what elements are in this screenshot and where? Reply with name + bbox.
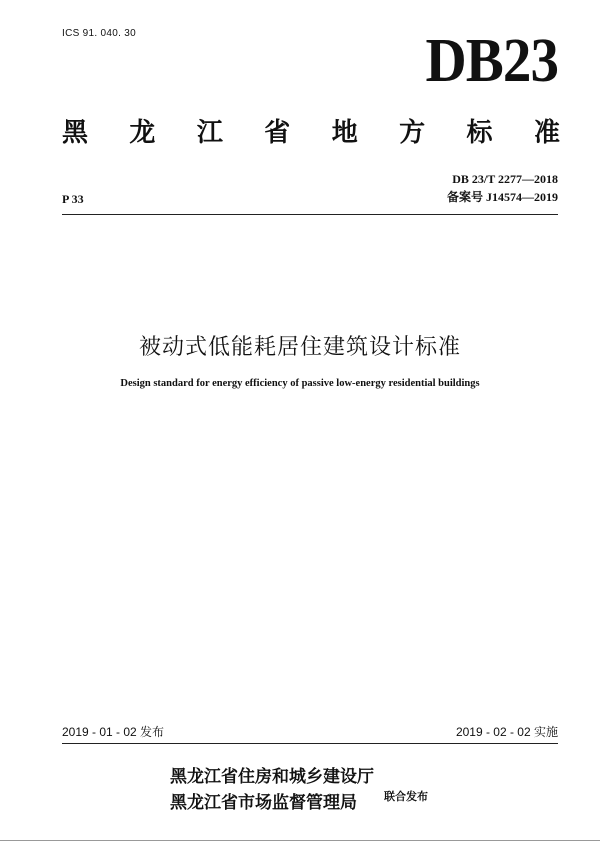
classification-code: P 33 [62,192,84,206]
db-logo: DB23 [425,27,558,95]
standard-code-block [447,170,558,206]
bottom-divider [62,743,558,744]
joint-issue-label: 联合发布 [384,790,428,803]
implementation-date: 2019 - 02 - 02 实施 [455,725,558,739]
region-char: 标 [466,118,495,148]
top-divider [62,214,558,215]
region-standard-heading [62,112,562,149]
publisher-1: 黑龙江省住房和城乡建设厅 [170,767,374,787]
standard-code: DB 23/T 2277—2018 [452,172,558,186]
record-number: 备案号 J14574—2019 [446,190,558,204]
document-title-chinese: 被动式低能耗居住建筑设计标准 [138,335,461,360]
region-char: 地 [331,118,360,148]
document-title-english: Design standard for energy efficiency of passive low-energy residential buildings [120,378,480,389]
page-edge-line [0,840,600,841]
region-char: 准 [533,118,562,148]
region-char: 黑 [62,118,91,148]
publishers [170,764,374,816]
region-char: 江 [196,118,225,148]
region-char: 省 [264,118,293,148]
issue-date: 2019 - 01 - 02 发布 [62,725,165,739]
region-char: 方 [399,118,428,148]
ics-code: ICS 91. 040. 30 [62,28,136,39]
publisher-2: 黑龙江省市场监督管理局 [170,793,357,813]
region-char: 龙 [129,118,158,148]
